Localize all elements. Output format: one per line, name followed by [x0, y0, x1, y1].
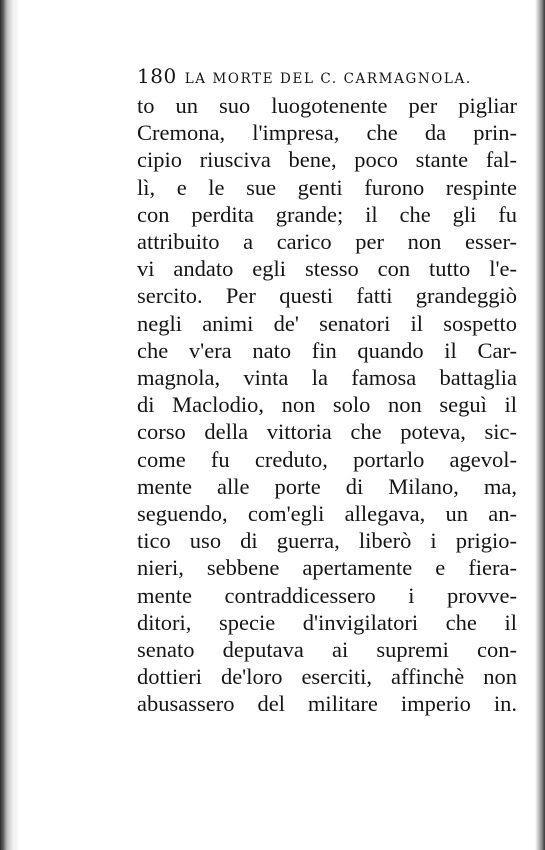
text-line: sercito. Per questi fatti grandeggiò — [137, 283, 517, 309]
text-line: senato deputava ai supremi con- — [137, 637, 517, 663]
text-line: di Maclodio, non solo non seguì il — [137, 392, 517, 418]
text-line: lì, e le sue genti furono respinte — [137, 174, 517, 200]
scan-edge-left — [0, 0, 20, 850]
text-line: to un suo luogotenente per pigliar — [137, 93, 517, 118]
page-number: 180 — [137, 64, 177, 88]
text-line: corso della vittoria che poteva, sic- — [137, 419, 517, 445]
text-line: vi andato egli stesso con tutto l'e- — [137, 256, 517, 282]
text-line: mente contraddicessero i provve- — [137, 582, 517, 608]
text-line: che v'era nato fin quando il Car- — [137, 337, 517, 363]
text-line: abusassero del militare imperio in. — [137, 691, 517, 717]
text-line: dottieri de'loro eserciti, affinchè non — [137, 664, 517, 690]
book-page — [137, 64, 517, 718]
text-line: attribuito a carico per non esser- — [137, 229, 517, 255]
text-line: con perdita grande; il che gli fu — [137, 201, 517, 227]
text-line: mente alle porte di Milano, ma, — [137, 473, 517, 499]
text-line: cipio riusciva bene, poco stante fal- — [137, 147, 517, 173]
running-head — [137, 64, 517, 86]
text-line: Cremona, l'impresa, che da prin- — [137, 120, 517, 146]
text-line: ditori, specie d'invigilatori che il — [137, 609, 517, 635]
body-text — [137, 92, 517, 718]
text-line: negli animi de' senatori il sospetto — [137, 310, 517, 336]
running-title: LA MORTE DEL C. CARMAGNOLA. — [184, 71, 472, 87]
text-line: tico uso di guerra, liberò i prigio- — [137, 528, 517, 554]
text-line: come fu creduto, portarlo agevol- — [137, 446, 517, 472]
text-line: nieri, sebbene apertamente e fiera- — [137, 555, 517, 581]
text-line: magnola, vinta la famosa battaglia — [137, 365, 517, 391]
text-line: seguendo, com'egli allegava, un an- — [137, 501, 517, 527]
scan-edge-right — [535, 0, 545, 850]
